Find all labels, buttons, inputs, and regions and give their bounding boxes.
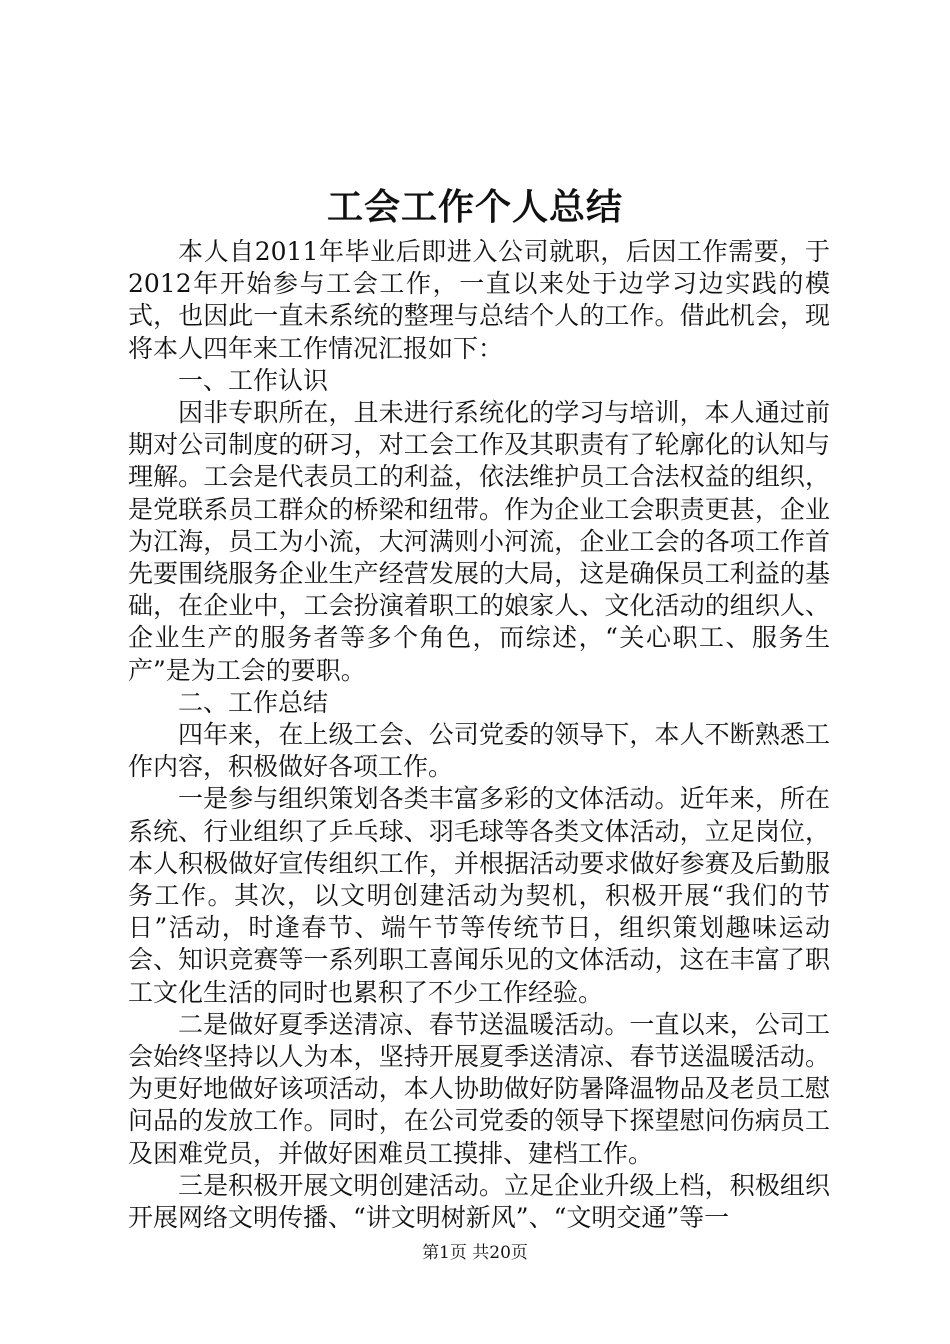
paragraph-item-two: 二是做好夏季送清凉、春节送温暖活动。一直以来，公司工会始终坚持以人为本，坚持开展夏季送清凉、春节送温暖活动。为更好地做好该项活动，本人协助做好防暑降温物品及老员工慰问品的发放工作。同时，在公司党委的领导下探望慰问伤病员工及困难党员，并做好困难员工摸排、建档工作。 — [128, 1009, 830, 1168]
section-heading-work-understanding: 一、工作认识 — [178, 365, 329, 395]
section-heading-work-summary: 二、工作总结 — [178, 687, 329, 717]
page-footer: 第1页 共20页 — [422, 1243, 528, 1263]
paragraph-item-one: 一是参与组织策划各类丰富多彩的文体活动。近年来，所在系统、行业组织了乒乓球、羽毛球等各类文体活动，立足岗位，本人积极做好宣传组织工作，并根据活动要求做好参赛及后勤服务工作。其次，以文明创建活动为契机，积极开展“我们的节日”活动，时逢春节、端午节等传统节日，组织策划趣味运动会、知识竞赛等一系列职工喜闻乐见的文体活动，这在丰富了职工文化生活的同时也累积了不少工作经验。 — [128, 784, 830, 1007]
document-body — [128, 236, 830, 1234]
paragraph-work-understanding: 因非专职所在，且未进行系统化的学习与培训，本人通过前期对公司制度的研习，对工会工作及其职责有了轮廓化的认知与理解。工会是代表员工的利益，依法维护员工合法权益的组织，是党联系员工群众的桥梁和纽带。作为企业工会职责更甚，企业为江海，员工为小流，大河满则小河流，企业工会的各项工作首先要围绕服务企业生产经营发展的大局，这是确保员工利益的基础，在企业中，工会扮演着职工的娘家人、文化活动的组织人、企业生产的服务者等多个角色，而综述，“关心职工、服务生产”是为工会的要职。 — [128, 398, 830, 685]
paragraph-summary-intro: 四年来，在上级工会、公司党委的领导下，本人不断熟悉工作内容，积极做好各项工作。 — [128, 720, 830, 782]
paragraph-item-three: 三是积极开展文明创建活动。立足企业升级上档，积极组织开展网络文明传播、“讲文明树新风”、“文明交通”等一 — [128, 1170, 830, 1233]
paragraph-intro: 本人自2011年毕业后即进入公司就职，后因工作需要，于2012年开始参与工会工作，一直以来处于边学习边实践的模式，也因此一直未系统的整理与总结个人的工作。借此机会，现将本人四年来工作情况汇报如下： — [128, 237, 830, 363]
document-title: 工会工作个人总结 — [326, 187, 623, 228]
